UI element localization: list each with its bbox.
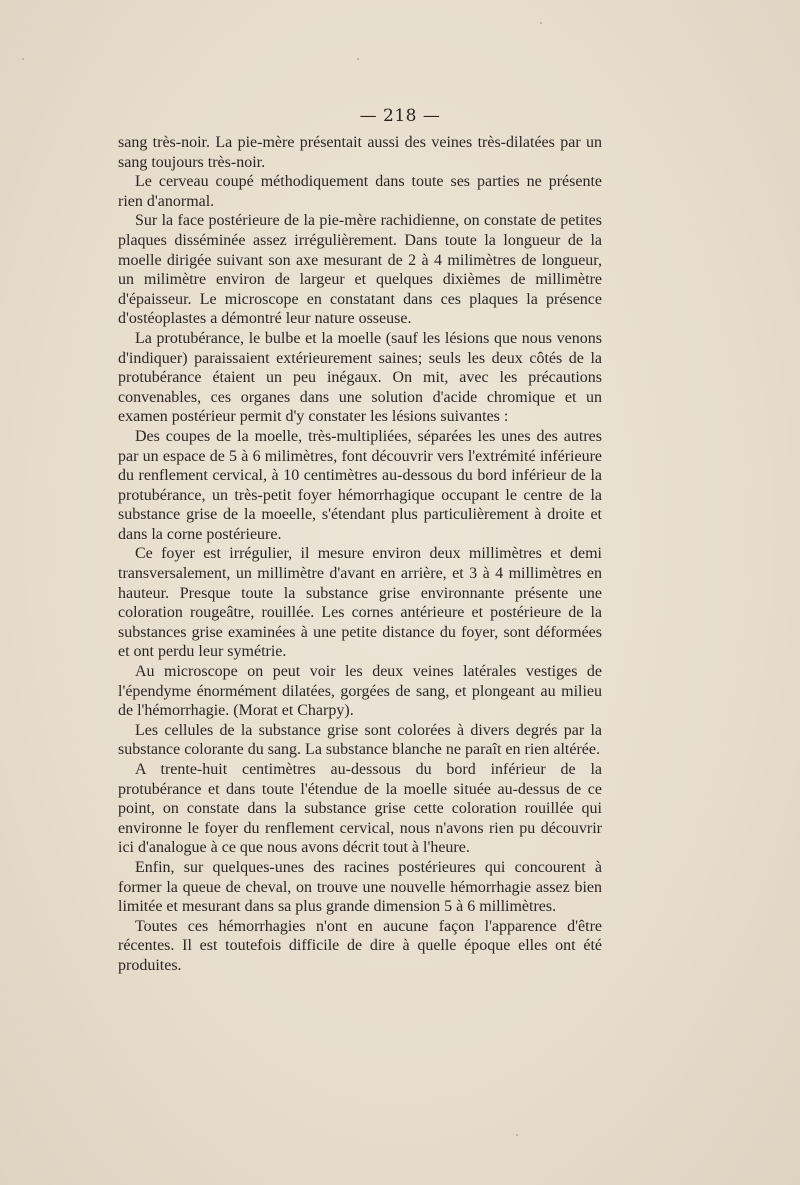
- paragraph: Sur la face postérieure de la pie-mère rachidienne, on constate de petites plaques disséminée assez irrégulièrement. Dans toute la longueur de la moelle dirigée suivant son axe mesurant de 2 à 4 milimètres de longueur, un milimètre environ de largeur et quelques dixièmes de millimètre d'épaisseur. Le microscope en constatant dans ces plaques la présence d'ostéoplastes a démontré leur nature osseuse.: [118, 212, 602, 328]
- paragraph: La protubérance, le bulbe et la moelle (sauf les lésions que nous venons d'indiquer) paraissaient extérieurement saines; seuls les deux côtés de la protubérance étaient un peu inégaux. On mit, avec les précautions convenables, ces organes dans une solution d'acide chromique et un examen postérieur permit d'y constater les lésions suivantes :: [118, 329, 602, 426]
- paragraph: A trente-huit centimètres au-dessous du bord inférieur de la protubérance et dans toute l'étendue de la moelle située au-dessus de ce point, on constate dans la substance grise cette coloration rouillée qui environne le foyer du renflement cervical, nous n'avons rien pu découvrir ici d'analogue à ce que nous avons décrit tout à l'heure.: [118, 761, 602, 857]
- paper-speck: [357, 58, 359, 60]
- body-text: [118, 133, 602, 976]
- paragraph: Le cerveau coupé méthodiquement dans toute ses parties ne présente rien d'anormal.: [118, 173, 602, 210]
- paragraph: Toutes ces hémorrhagies n'ont en aucune façon l'apparence d'être récentes. Il est toutefois difficile de dire à quelle époque elles ont été produites.: [118, 917, 602, 974]
- paragraph: Des coupes de la moelle, très-multipliées, séparées les unes des autres par un espace de 5 à 6 milimètres, font découvrir vers l'extrémité inférieure du renflement cervical, à 10 centimètres au-dessous du bord inférieur de la protubérance, un très-petit foyer hémorrhagique occupant le centre de la substance grise de la moeelle, s'étendant plus particulièrement à droite et dans la corne postérieure.: [118, 427, 602, 543]
- paragraph: sang très-noir. La pie-mère présentait aussi des veines très-dilatées par un sang toujours très-noir.: [118, 134, 602, 171]
- page-number: — 218 —: [359, 106, 441, 126]
- paragraph: Les cellules de la substance grise sont colorées à divers degrés par la substance colorante du sang. La substance blanche ne paraît en rien altérée.: [118, 721, 602, 759]
- paragraph: Ce foyer est irrégulier, il mesure environ deux millimètres et demi transversalement, un millimètre d'avant en arrière, et 3 à 4 millimètres en hauteur. Presque toute la substance grise environnante présente une coloration rougeâtre, rouillée. Les cornes antérieure et postérieure de la substances grise examinées à une petite distance du foyer, sont déformées et ont perdu leur symétrie.: [118, 545, 602, 661]
- paper-speck: [22, 58, 24, 60]
- paper-speck: [540, 22, 542, 24]
- paragraph: Au microscope on peut voir les deux veines latérales vestiges de l'épendyme énormément dilatées, gorgées de sang, et plongeant au milieu de l'hémorrhagie. (Morat et Charpy).: [118, 663, 602, 720]
- paragraph: Enfin, sur quelques-unes des racines postérieures qui concourent à former la queue de cheval, on trouve une nouvelle hémorrhagie assez bien limitée et mesurant dans sa plus grande dimension 5 à 6 millimètres.: [118, 858, 602, 916]
- paper-speck: [516, 1134, 518, 1136]
